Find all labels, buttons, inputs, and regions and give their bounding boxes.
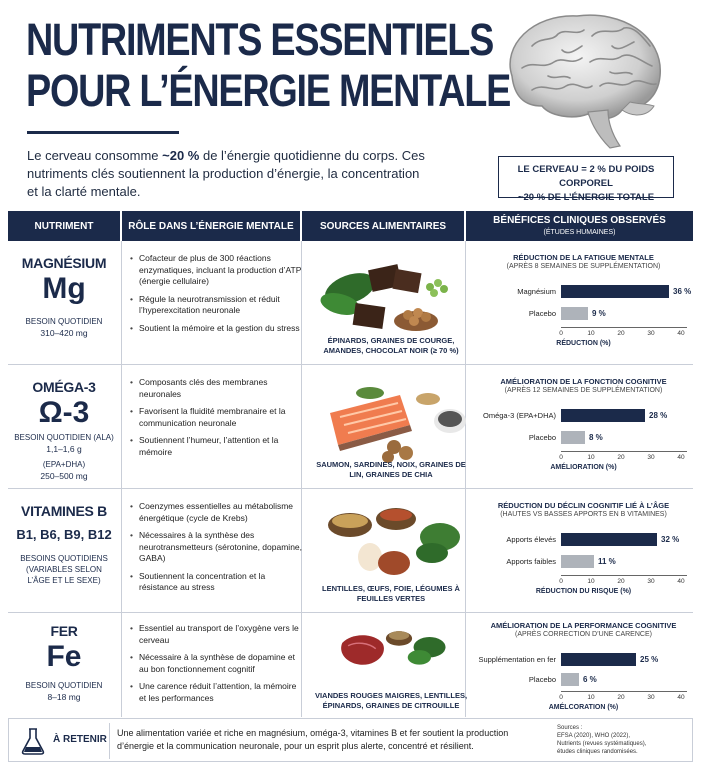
role-item: • Favorisent la fluidité membranaire et la communication neuronale [130, 406, 302, 429]
chart-subtitle: (APRÈS CORRECTION D’UNE CARENCE) [515, 631, 652, 638]
need-label: BESOIN QUOTIDIEN [25, 317, 103, 326]
chart-cognitive-performance [474, 613, 693, 717]
page-title [26, 14, 511, 116]
bar-value-label: 25 % [640, 655, 659, 664]
footer-takeaway [8, 718, 693, 762]
nutrient-name: MAGNÉSIUM [21, 255, 107, 271]
intro-text [27, 147, 427, 201]
footer-sources [557, 724, 689, 756]
role-item: • Soutiennent la concentration et la résistance au stress [130, 571, 302, 594]
x-tick-label: 0 [559, 330, 563, 337]
brain-icon [492, 6, 672, 152]
food-sources: VIANDES ROUGES MAIGRES, LENTILLES, ÉPINARDS, GRAINES DE CITROUILLE [314, 691, 468, 710]
bar-value-label: 32 % [661, 535, 680, 544]
role-list [130, 623, 302, 710]
brain-fact-box [498, 156, 674, 203]
brain-fact-line-2: ~20 % DE L’ÉNERGIE TOTALE [517, 192, 655, 203]
x-tick-label: 20 [617, 694, 625, 701]
bar-category-label: Magnésium [517, 287, 556, 296]
chart-fatigue [474, 241, 693, 364]
x-tick-label: 0 [559, 454, 563, 461]
chart-title: RÉDUCTION DU DÉCLIN COGNITIF LIÉ À L’ÂGE [497, 501, 670, 510]
role-item: • Cofacteur de plus de 300 réactions enzymatiques, incluant la production d’ATP (énergie cellulaire) [130, 253, 302, 288]
need-value: 8–18 mg [47, 692, 81, 702]
nutrient-symbol: Fe [46, 640, 82, 673]
bar [561, 285, 669, 298]
nutrient-cell [8, 489, 120, 612]
row-magnesium [8, 241, 693, 365]
x-tick-label: 10 [587, 578, 595, 585]
nutrient-symbol: B1, B6, B9, B12 [16, 527, 112, 542]
x-tick-label: 20 [617, 578, 625, 585]
bar-category-label: Placebo [528, 433, 556, 442]
row-vitamines-b [8, 489, 693, 613]
bar-value-label: 28 % [649, 411, 668, 420]
x-tick-label: 30 [647, 578, 655, 585]
nutrient-symbol: Ω-3 [38, 396, 90, 429]
need-label: BESOIN QUOTIDIEN (ALA) [14, 433, 114, 442]
x-tick-label: 10 [587, 694, 595, 701]
food-sources: LENTILLES, ŒUFS, FOIE, LÉGUMES À FEUILLES VERTES [322, 584, 460, 603]
food-sources: SAUMON, SARDINES, NOIX, GRAINES DE LIN, GRAINES DE CHIA [316, 460, 466, 479]
bar-category-label: Apports élevés [506, 535, 556, 544]
x-tick-label: 40 [677, 694, 685, 701]
bar [561, 409, 645, 422]
row-fer [8, 613, 693, 717]
x-tick-label: 10 [587, 330, 595, 337]
x-tick-label: 40 [677, 330, 685, 337]
role-list [130, 501, 302, 600]
sources-line: études cliniques randomisées. [557, 749, 638, 755]
sources-title: Sources : [557, 725, 583, 731]
role-item: • Nécessaire à la synthèse de dopamine et au bon fonctionnement cognitif [130, 652, 302, 675]
need-label: BESOIN QUOTIDIEN [25, 681, 103, 690]
chart-title: AMÉLIORATION DE LA FONCTION COGNITIVE [500, 377, 667, 386]
role-item: • Nécessaires à la synthèse des neurotransmetteurs (sérotonine, dopamine, GABA) [130, 530, 302, 565]
bar [561, 673, 579, 686]
x-axis-label: AMÉLCORATION (%) [548, 704, 619, 711]
title-line-2: POUR L’ÉNERGIE MENTALE [26, 65, 511, 116]
chart-subtitle: (HAUTES VS BASSES APPORTS EN B VITAMINES) [500, 511, 667, 518]
x-tick-label: 20 [617, 454, 625, 461]
need-value: 1,1–1,6 g [46, 444, 82, 454]
intro-highlight: ~20 % [162, 148, 200, 163]
nutrient-name: OMÉGA-3 [32, 379, 96, 395]
bar-value-label: 6 % [583, 675, 597, 684]
chart-title: RÉDUCTION DE LA FATIGUE MENTALE [513, 253, 654, 262]
header-benefits-label: BÉNÉFICES CLINIQUES OBSERVÉS [493, 214, 666, 226]
chart-subtitle: (APRÈS 12 SEMAINES DE SUPPLÉMENTATION) [504, 387, 663, 394]
x-tick-label: 40 [677, 578, 685, 585]
x-tick-label: 0 [559, 578, 563, 585]
bar-category-label: Oméga-3 (EPA+DHA) [482, 411, 556, 420]
role-item: • Régule la neurotransmission et réduit l’hyperexcitation neuronale [130, 294, 302, 317]
bar-category-label: Supplémentation en fer [478, 655, 556, 664]
x-tick-label: 30 [647, 454, 655, 461]
header-nutrient-label: NUTRIMENT [34, 220, 94, 232]
x-tick-label: 20 [617, 330, 625, 337]
x-tick-label: 0 [559, 694, 563, 701]
intro-part-1: Le cerveau consomme [27, 148, 163, 163]
x-axis [561, 575, 687, 576]
bar [561, 533, 657, 546]
role-item: • Composants clés des membranes neuronales [130, 377, 302, 400]
bar [561, 307, 588, 320]
bar [561, 653, 636, 666]
chart-subtitle: (APRÈS 8 SEMAINES DE SUPPLÉMENTATION) [506, 263, 661, 270]
x-axis [561, 451, 687, 452]
x-axis [561, 691, 687, 692]
bar-value-label: 11 % [598, 557, 616, 566]
x-axis-label: RÉDUCTION DU RISQUE (%) [535, 588, 632, 595]
sources-line: EFSA (2020), WHO (2022), [557, 733, 631, 739]
x-tick-label: 40 [677, 454, 685, 461]
sources-line: Nutrients (revues systématiques), [557, 741, 647, 747]
footer-label: À RETENIR [53, 734, 107, 745]
nutrient-name: VITAMINES B [21, 503, 107, 519]
chart-cognitive-decline [474, 489, 693, 612]
bar [561, 555, 594, 568]
row-omega3 [8, 365, 693, 489]
x-axis [561, 327, 687, 328]
role-list [130, 253, 302, 340]
nutrient-name: FER [50, 623, 78, 639]
role-list [130, 377, 302, 464]
header-role [122, 211, 300, 241]
bar-category-label: Placebo [528, 675, 556, 684]
x-tick-label: 30 [647, 330, 655, 337]
header-benefits-sub: (ÉTUDES HUMAINES) [543, 228, 616, 236]
bar-category-label: Placebo [528, 309, 556, 318]
nutrient-symbol: Mg [42, 272, 86, 305]
role-item: • Coenzymes essentielles au métabolisme énergétique (cycle de Krebs) [130, 501, 302, 524]
flask-icon [21, 727, 45, 755]
brain-fact-line-1: LE CERVEAU = 2 % DU POIDS CORPOREL [517, 164, 655, 189]
x-tick-label: 30 [647, 694, 655, 701]
x-axis-label: RÉDUCTION (%) [556, 340, 611, 347]
food-sources: ÉPINARDS, GRAINES DE COURGE, AMANDES, CHOCOLAT NOIR (≥ 70 %) [323, 336, 459, 355]
chart-cognitive-function [474, 365, 693, 488]
meat-lentils-spinach-illustration [310, 621, 472, 701]
header-benefits [466, 211, 693, 241]
header-role-label: RÔLE DANS L’ÉNERGIE MENTALE [128, 220, 294, 232]
need-label-2: (EPA+DHA) [42, 460, 86, 469]
title-underline [27, 131, 179, 134]
x-tick-label: 10 [587, 454, 595, 461]
role-item: • Essentiel au transport de l’oxygène vers le cerveau [130, 623, 302, 646]
need-label: BESOINS QUOTIDIENS (VARIABLES SELON L’ÂGE ET LE SEXE) [20, 554, 108, 585]
x-axis-label: AMÉLIORATION (%) [550, 464, 617, 471]
intro-part-2: de l’énergie quotidienne du corps. Ces nutriments clés soutiennent la production d’énergie, la concentration et la clarté mentale. [27, 148, 425, 199]
bar-category-label: Apports faibles [506, 557, 556, 566]
header-sources-label: SOURCES ALIMENTAIRES [319, 220, 447, 232]
nutrient-table [8, 211, 693, 721]
bar [561, 431, 585, 444]
role-item: • Une carence réduit l’attention, la mémoire et les performances [130, 681, 302, 704]
title-line-1: NUTRIMENTS ESSENTIELS [26, 14, 494, 65]
chart-title: AMÉLIORATION DE LA PERFORMANCE COGNITIVE [490, 621, 677, 630]
footer-text: Une alimentation variée et riche en magnésium, oméga-3, vitamines B et fer soutient la production d’énergie et la communication neuronale, pour un esprit plus alerte, concentré et résilient. [117, 728, 509, 751]
nutrient-cell [8, 613, 120, 717]
bar-value-label: 36 % [673, 287, 692, 296]
nutrient-cell [8, 241, 120, 364]
role-item: • Soutient la mémoire et la gestion du stress [130, 323, 302, 335]
nutrient-cell [8, 365, 120, 488]
header-sources [302, 211, 464, 241]
bar-value-label: 8 % [589, 433, 603, 442]
need-value-2: 250–500 mg [40, 471, 88, 481]
need-value: 310–420 mg [40, 328, 88, 338]
role-item: • Soutiennent l’humeur, l’attention et la mémoire [130, 435, 302, 458]
bar-value-label: 9 % [592, 309, 606, 318]
header-nutrient [8, 211, 120, 241]
